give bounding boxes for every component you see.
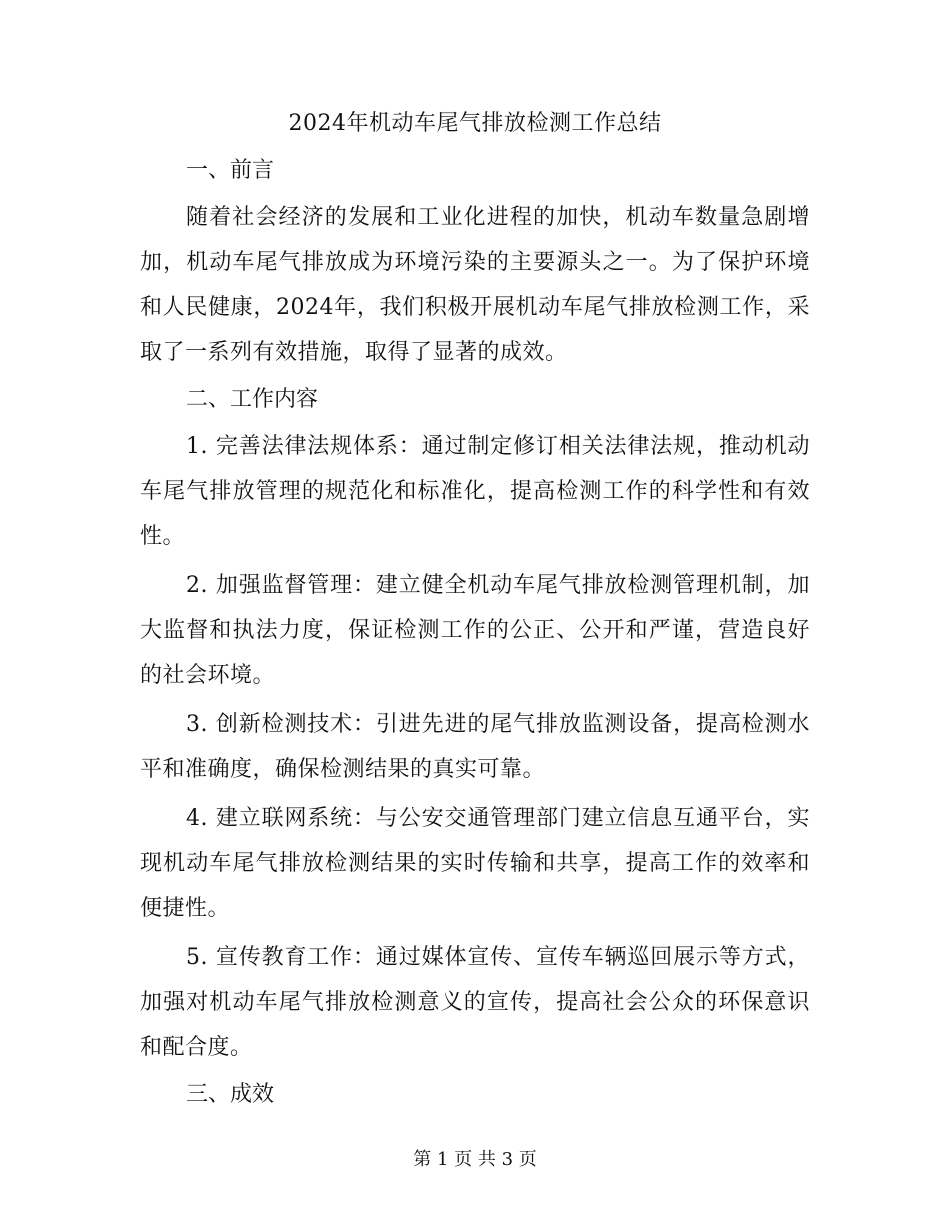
section-heading-work-content: 二、工作内容 — [186, 387, 319, 412]
document-title: 2024年机动车尾气排放检测工作总结 — [288, 111, 662, 136]
section-heading-preface: 一、前言 — [186, 158, 275, 183]
work-item-1: 1. 完善法律法规体系：通过制定修订相关法律法规，推动机动车尾气排放管理的规范化和标准化，提高检测工作的科学性和有效性。 — [140, 434, 810, 549]
document-body — [140, 104, 810, 1119]
preface-paragraph: 随着社会经济的发展和工业化进程的加快，机动车数量急剧增加，机动车尾气排放成为环境污染的主要源头之一。为了保护环境和人民健康，2024年，我们积极开展机动车尾气排放检测工作，采取了一系列有效措施，取得了显著的成效。 — [140, 205, 810, 365]
page-footer: 第 1 页 共 3 页 — [413, 1149, 537, 1170]
work-item-5: 5. 宣传教育工作：通过媒体宣传、宣传车辆巡回展示等方式，加强对机动车尾气排放检测意义的宣传，提高社会公众的环保意识和配合度。 — [140, 945, 810, 1060]
work-item-2: 2. 加强监督管理：建立健全机动车尾气排放检测管理机制，加大监督和执法力度，保证检测工作的公正、公开和严谨，营造良好的社会环境。 — [140, 573, 810, 688]
work-item-4: 4. 建立联网系统：与公安交通管理部门建立信息互通平台，实现机动车尾气排放检测结果的实时传输和共享，提高工作的效率和便捷性。 — [140, 806, 810, 921]
work-item-3: 3. 创新检测技术：引进先进的尾气排放监测设备，提高检测水平和准确度，确保检测结果的真实可靠。 — [140, 712, 810, 782]
section-heading-results: 三、成效 — [186, 1082, 275, 1107]
